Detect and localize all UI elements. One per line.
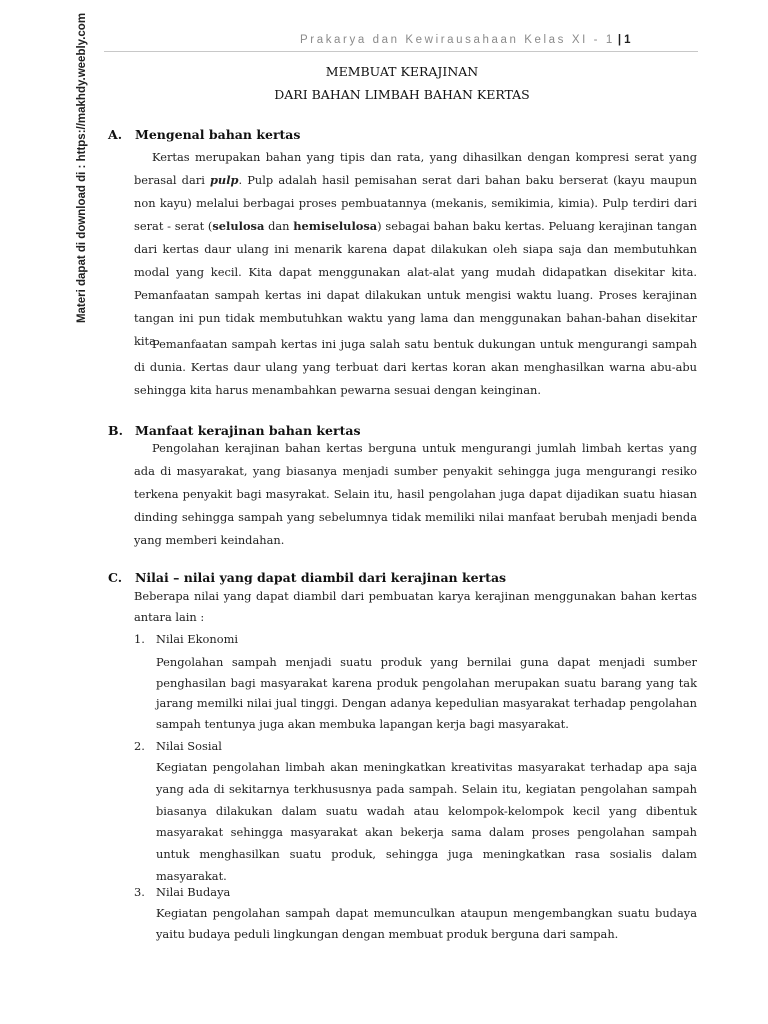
section-a-title: Mengenal bahan kertas [135, 127, 301, 142]
section-b-title: Manfaat kerajinan bahan kertas [135, 423, 361, 438]
text-run: Kertas merupakan bahan yang tipis dan rata, yang dihasilkan dengan kompresi serat yang berasal dari [134, 150, 697, 187]
section-a-heading [108, 127, 698, 142]
title-line-2: DARI BAHAN LIMBAH BAHAN KERTAS [274, 87, 530, 102]
list-number: 1. [134, 632, 145, 646]
section-a-letter: A. [108, 127, 123, 142]
section-c-intro: Beberapa nilai yang dapat diambil dari pembuatan karya kerajinan menggunakan bahan kertas antara lain : [134, 589, 697, 624]
text-run: ) sebagai bahan baku kertas. Peluang kerajinan tangan dari kertas daur ulang ini menarik karena dapat dilakukan oleh siapa saja dan membutuhkan modal yang kecil. Kita dapat menggunakan alat-alat yang mudah didapatkan disekitar kita. Pemanfaatan sampah kertas ini dapat dilakukan untuk mengisi waktu luang. Proses kerajinan tangan ini pun tidak membutuhkan waktu yang lama dan menggunakan bahan-bahan disekitar kita. [134, 219, 697, 348]
bold-term-hemiselulosa: hemiselulosa [293, 219, 378, 233]
title-line-1: MEMBUAT KERAJINAN [325, 64, 479, 79]
section-b-letter: B. [108, 423, 123, 438]
section-c-title: Nilai – nilai yang dapat diambil dari kerajinan kertas [135, 570, 507, 585]
list-item-text: Kegiatan pengolahan sampah dapat memunculkan ataupun mengembangkan suatu budaya yaitu budaya peduli lingkungan dengan membuat produk berguna dari sampah. [156, 906, 697, 941]
text-run: . Pulp adalah hasil pemisahan serat dari bahan baku berserat (kayu maupun non kayu) melalui berbagai proses pembuatannya (mekanis, semikimia, kimia). Pulp terdiri dari serat - serat ( [134, 173, 697, 233]
section-a-paragraph-2: Pemanfaatan sampah kertas ini juga salah satu bentuk dukungan untuk mengurangi sampah di dunia. Kertas daur ulang yang terbuat dari kertas koran akan menghasilkan warna abu-abu sehingga kita harus menambahkan pewarna sesuai dengan keinginan. [134, 337, 697, 397]
list-item-label: Nilai Sosial [156, 739, 222, 753]
list-item-text: Pengolahan sampah menjadi suatu produk yang bernilai guna dapat menjadi sumber penghasilan bagi masyarakat karena produk pengolahan merupakan suatu barang yang tak jarang memilki nilai jual tinggi. Dengan adanya kepedulian masyarakat terhadap pengolahan sampah tentunya juga akan membuka lapangan kerja bagi masyarakat. [156, 655, 697, 731]
bold-term-selulosa: selulosa [212, 219, 265, 233]
list-number: 2. [134, 739, 145, 753]
list-number: 3. [134, 885, 145, 899]
text-run: dan [264, 219, 294, 233]
page-number: 1 [624, 34, 631, 46]
list-item-text: Kegiatan pengolahan limbah akan meningkatkan kreativitas masyarakat terhadap apa saja yang ada di sekitarnya terkhususnya pada sampah. Selain itu, kegiatan pengolahan sampah biasanya dilakukan dalam suatu wadah atau kelompok-kelompok kecil yang dibentuk masyarakat sehingga masyarakat akan bekerja sama dalam proses pengolahan sampah untuk menghasilkan suatu produk, sehingga juga meningkatkan rasa sosialis dalam masyarakat. [156, 760, 697, 883]
list-item-label: Nilai Budaya [156, 885, 231, 899]
list-item-title [134, 632, 238, 646]
running-header [300, 34, 700, 46]
section-c-heading [108, 570, 698, 585]
bold-term-pulp: pulp [209, 173, 239, 187]
running-title: Prakarya dan Kewirausahaan Kelas XI - 1 [300, 34, 615, 46]
section-a-paragraph-1 [134, 146, 697, 353]
header-rule [104, 51, 698, 52]
list-item-title [134, 885, 230, 899]
list-item-label: Nilai Ekonomi [156, 632, 239, 646]
section-b-paragraph: Pengolahan kerajinan bahan kertas berguna untuk mengurangi jumlah limbah kertas yang ada di masyarakat, yang biasanya menjadi sumber penyakit sehingga juga mengurangi resiko terkena penyakit bagi masyrakat. Selain itu, hasil pengolahan juga dapat dijadikan suatu hiasan dinding sehingga sampah yang sebelumnya tidak memiliki nilai manfaat berubah menjadi benda yang memberi keindahan. [134, 441, 697, 547]
header-separator: | [617, 34, 622, 46]
section-c-letter: C. [108, 570, 123, 585]
list-item-title [134, 739, 222, 753]
section-b-heading [108, 423, 698, 438]
side-download-note: Materi dapat di download di : https://makhdy.weebly.com [76, 12, 88, 324]
